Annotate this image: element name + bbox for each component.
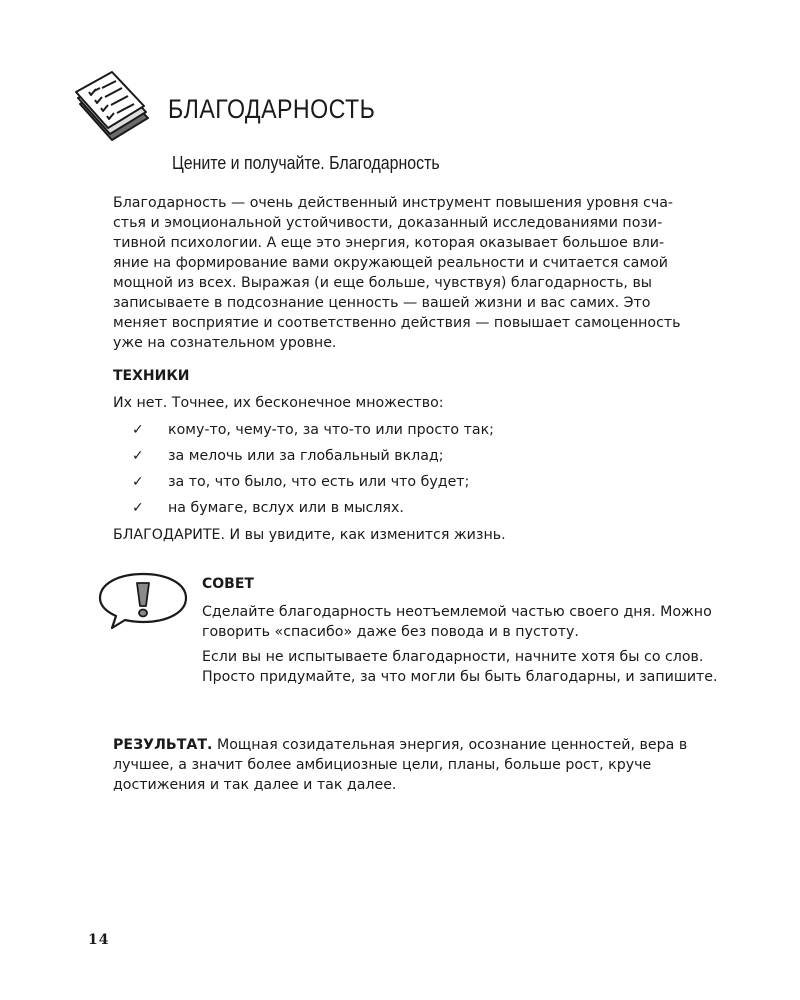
techniques-closing: БЛАГОДАРИТЕ. И вы увидите, как изменится жизнь. xyxy=(113,527,506,543)
chapter-title: БЛАГОДАРНОСТЬ xyxy=(168,94,376,124)
list-item-text: за то, что было, что есть или что будет; xyxy=(168,474,470,490)
page-number: 14 xyxy=(88,932,110,948)
intro-line: Благодарность — очень действенный инструмент повышения уровня сча- xyxy=(113,195,674,211)
chapter-subtitle: Цените и получайте. Благодарность xyxy=(172,152,440,173)
intro-line: уже на сознательном уровне. xyxy=(113,335,337,351)
intro-line: записываете в подсознание ценность — вашей жизни и вас самих. Это xyxy=(113,295,651,311)
techniques-heading: ТЕХНИКИ xyxy=(113,368,190,384)
tip-heading: СОВЕТ xyxy=(202,576,254,592)
list-item xyxy=(132,498,692,524)
intro-line: стья и эмоциональной устойчивости, доказанный исследованиями пози- xyxy=(113,215,663,231)
list-item xyxy=(132,446,692,472)
tip-paragraph: Если вы не испытываете благодарности, начните хотя бы со слов. Просто придумайте, за что могли бы быть благодарны, и запишите. xyxy=(202,649,718,685)
intro-paragraph xyxy=(113,193,721,351)
list-item xyxy=(132,420,692,446)
checklist-papers-icon xyxy=(72,70,156,152)
list-item xyxy=(132,472,692,498)
checkmark-icon: ✓ xyxy=(132,474,144,490)
checkmark-icon: ✓ xyxy=(132,448,144,464)
checkmark-icon: ✓ xyxy=(132,500,144,516)
techniques-lead: Их нет. Точнее, их бесконечное множество: xyxy=(113,395,444,411)
intro-line: мощной из всех. Выражая (и еще больше, чувствуя) благодарность, вы xyxy=(113,275,653,291)
intro-line: тивной психологии. А еще это энергия, которая оказывает большое вли- xyxy=(113,235,665,251)
list-item-text: на бумаге, вслух или в мыслях. xyxy=(168,500,404,516)
checkmark-icon: ✓ xyxy=(132,422,144,438)
result-paragraph xyxy=(113,735,721,795)
list-item-text: кому-то, чему-то, за что-то или просто так; xyxy=(168,422,494,438)
result-text: Мощная созидательная энергия, осознание ценностей, вера в лучшее, а значит более амбициозные цели, планы, больше рост, круче достижения и так далее и так далее. xyxy=(113,737,688,793)
result-label: РЕЗУЛЬТАТ. xyxy=(113,737,213,753)
list-item-text: за мелочь или за глобальный вклад; xyxy=(168,448,444,464)
intro-line: яние на формирование вами окружающей реальности и считается самой xyxy=(113,255,668,271)
exclamation-speech-bubble-icon xyxy=(96,570,190,632)
intro-line: меняет восприятие и соответственно действия — повышает самоценность xyxy=(113,315,681,331)
tip-paragraph: Сделайте благодарность неотъемлемой частью своего дня. Можно говорить «спасибо» даже без повода и в пустоту. xyxy=(202,604,712,640)
techniques-list xyxy=(132,420,692,524)
